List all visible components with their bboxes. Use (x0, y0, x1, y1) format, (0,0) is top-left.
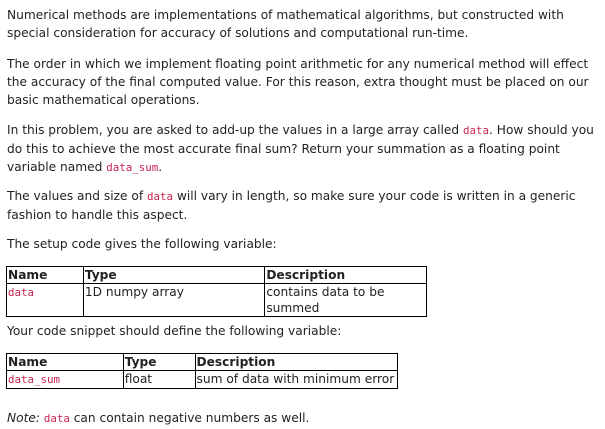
variability-text-after: will vary in length, so make sure your code is written in a generic fashion to handle this aspect. (7, 189, 576, 222)
header-type: Type (123, 354, 195, 371)
cell-name (7, 371, 124, 389)
code-variable-name: data_sum (8, 373, 61, 386)
cell-name (7, 284, 84, 317)
code-data-variable: data (43, 412, 70, 425)
cell-type: 1D numpy array (83, 284, 264, 317)
code-data-variable: data (463, 124, 490, 137)
header-description: Description (265, 267, 427, 284)
cell-type: float (123, 371, 195, 389)
table-row (7, 284, 427, 317)
code-data-sum-variable: data_sum (106, 161, 159, 174)
code-variable-name: data (8, 286, 35, 299)
note-text: can contain negative numbers as well. (69, 411, 310, 425)
output-intro-paragraph: Your code snippet should define the following variable: (7, 324, 342, 338)
header-type: Type (83, 267, 264, 284)
header-description: Description (195, 354, 397, 371)
code-data-variable: data (146, 190, 173, 203)
intro-paragraph: Numerical methods are implementations of mathematical algorithms, but constructed with special consideration for accuracy of solutions and computational run-time. (7, 8, 564, 40)
note-paragraph (7, 409, 599, 428)
variability-text-before: The values and size of (7, 189, 147, 203)
variability-paragraph (7, 187, 599, 224)
cell-description: contains data to be summed (265, 284, 427, 317)
output-variables-table (6, 353, 398, 389)
table-header-row (7, 354, 398, 371)
floating-point-paragraph: The order in which we implement floating point arithmetic for any numerical method will effect the accuracy of the final computed value. For this reason, extra thought must be placed on our basic mathematical operations. (7, 57, 589, 107)
setup-variables-table (6, 266, 427, 317)
task-text-after: . (158, 160, 163, 174)
table-header-row (7, 267, 427, 284)
table-row (7, 371, 398, 389)
task-paragraph (7, 121, 599, 177)
header-name: Name (7, 354, 124, 371)
task-text-before: In this problem, you are asked to add-up the values in a large array called (7, 123, 464, 137)
setup-intro-paragraph: The setup code gives the following variable: (7, 237, 277, 251)
note-label: Note: (7, 411, 40, 425)
cell-description: sum of data with minimum error (195, 371, 397, 389)
task-text-middle: . How should you do this to achieve the most accurate final sum? Return your summation as a floating point variable named (7, 123, 594, 174)
header-name: Name (7, 267, 84, 284)
